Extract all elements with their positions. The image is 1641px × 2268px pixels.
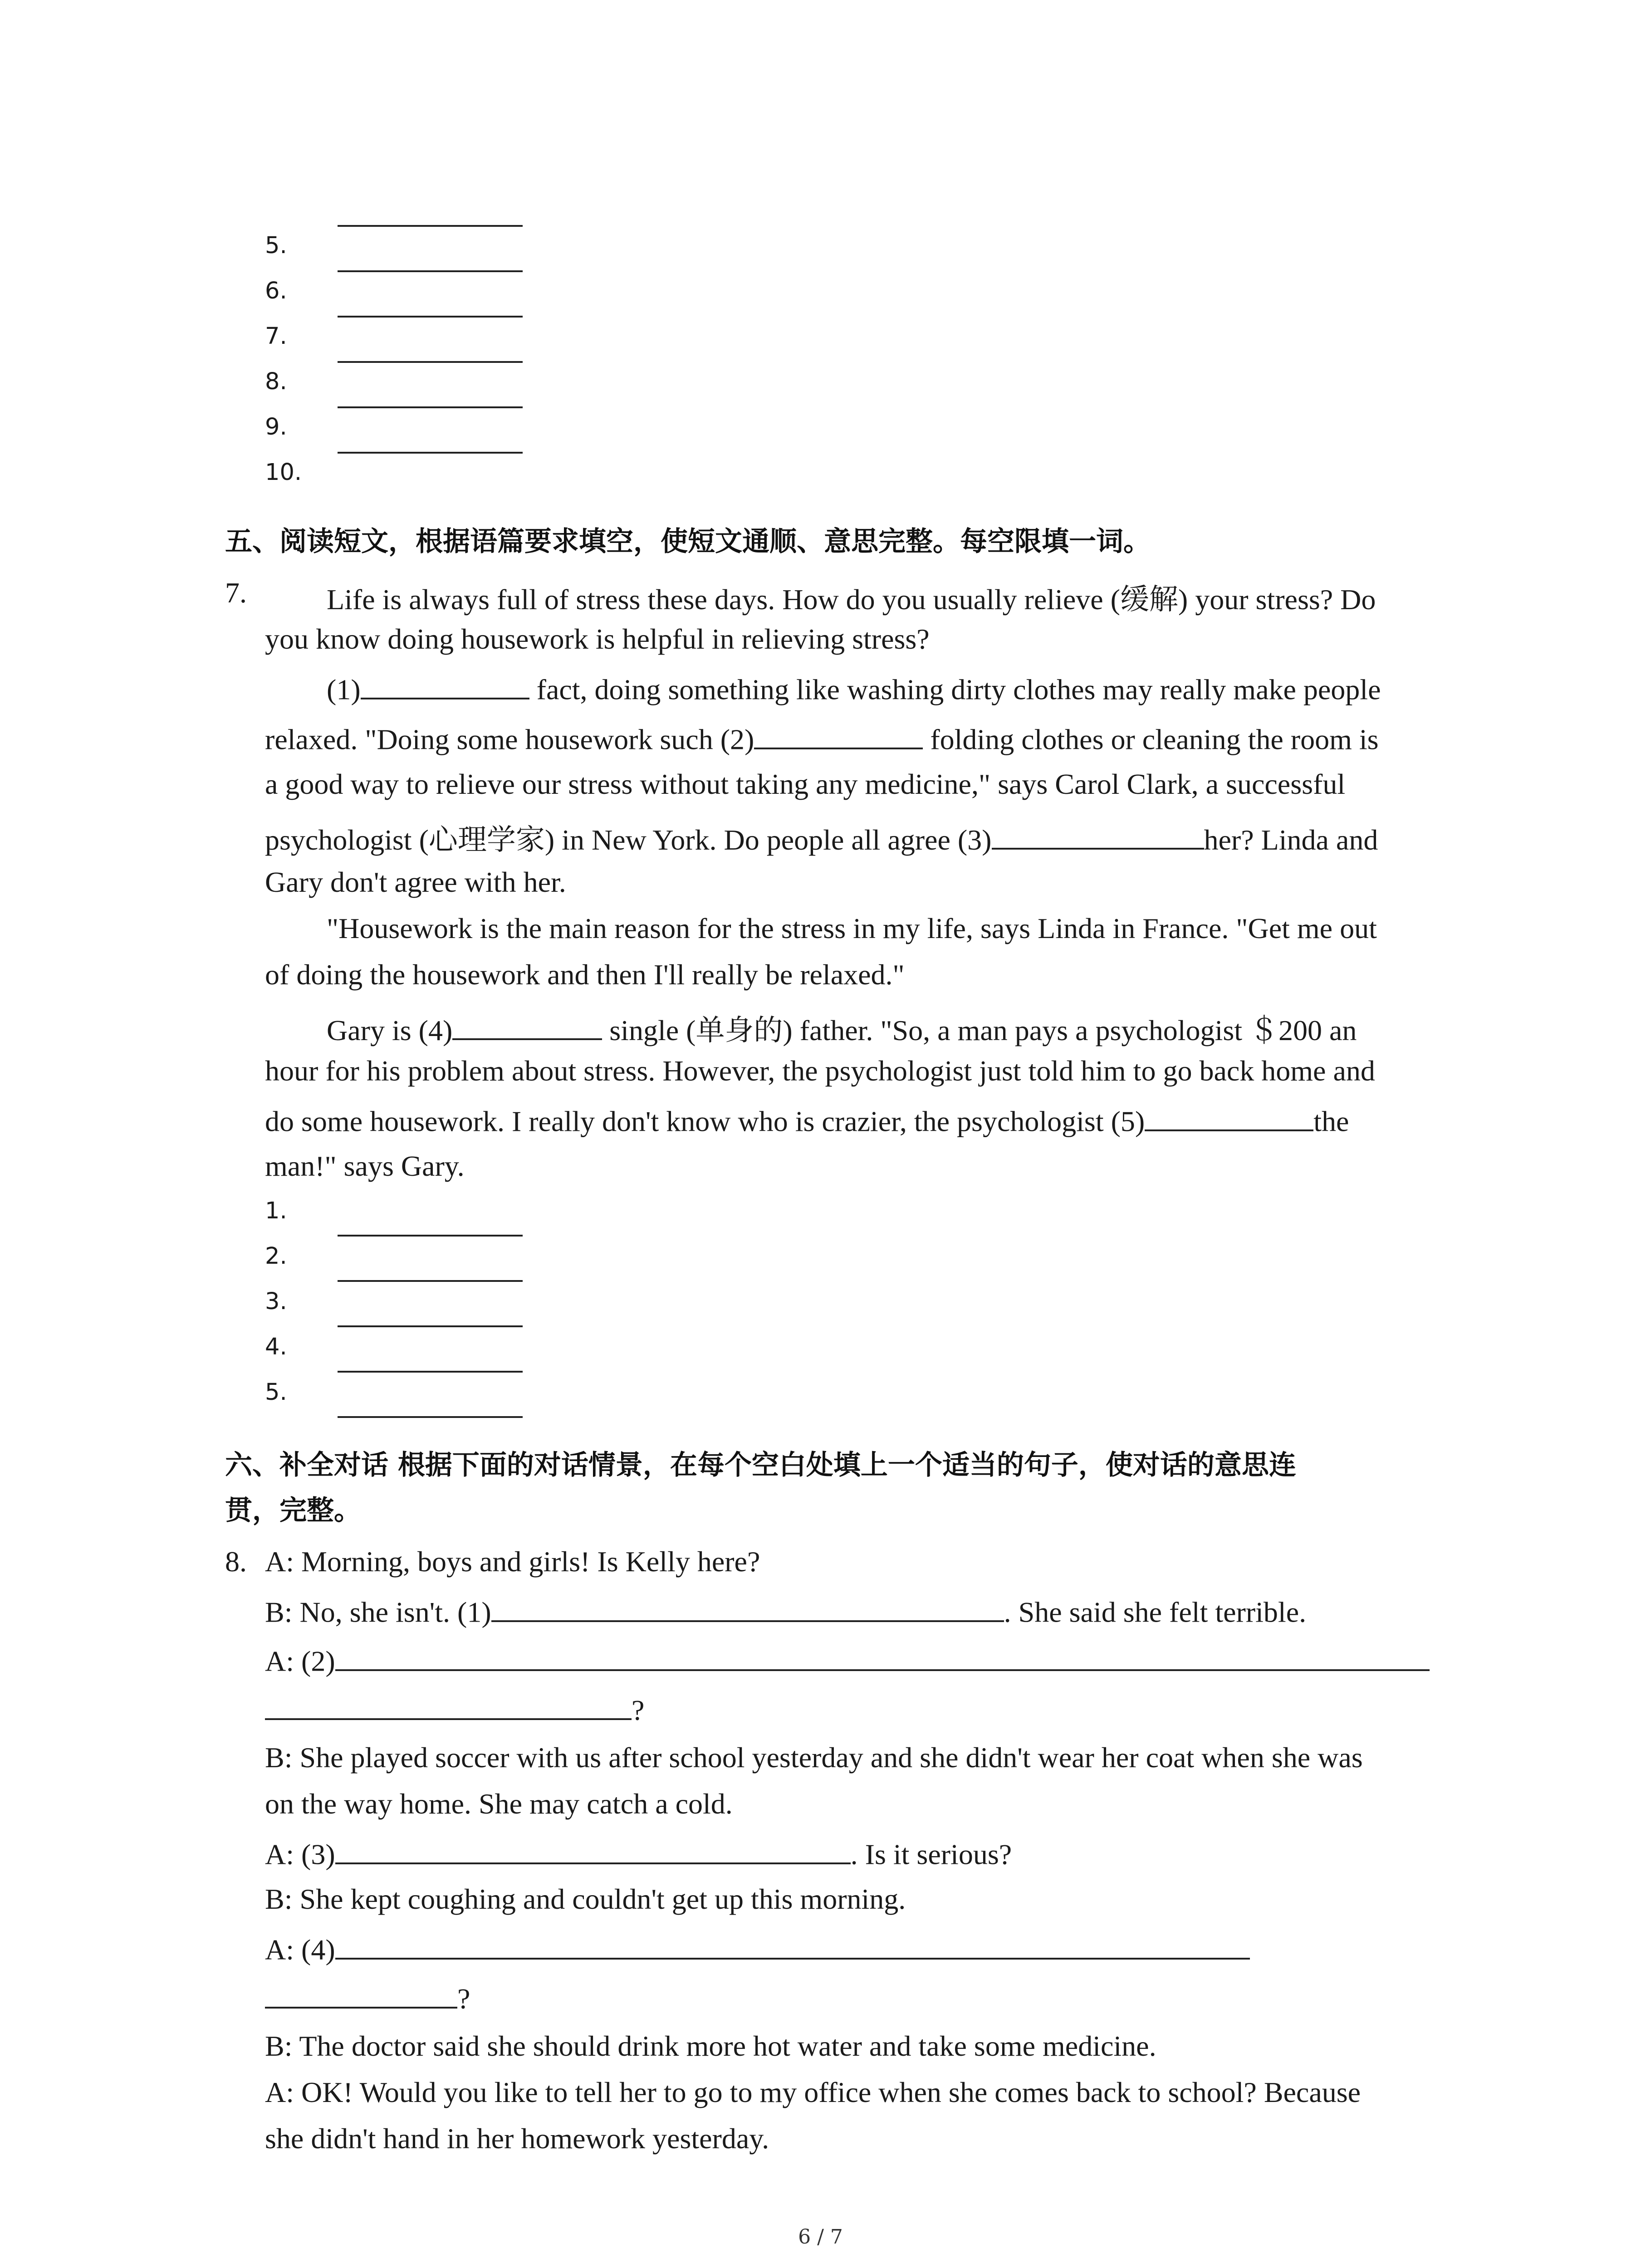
answer-line[interactable] — [338, 1416, 523, 1418]
passage-text: single (单身的) father. "So, a man pays a psychologist ＄200 an — [609, 1014, 1357, 1046]
passage-text: folding clothes or cleaning the room is — [930, 723, 1379, 756]
dialogue-line-cont — [265, 1980, 470, 2016]
passage-line — [327, 671, 1381, 707]
answer-line[interactable] — [338, 1325, 523, 1327]
dialogue-line: B: She kept coughing and couldn't get up this morning. — [265, 1883, 906, 1915]
dialogue-text: A: (3) — [265, 1838, 335, 1871]
answer-number: 6. — [265, 278, 287, 304]
dialogue-text: A: (2) — [265, 1645, 335, 1677]
dialogue-line: B: She played soccer with us after school yesterday and she didn't wear her coat when she was — [265, 1741, 1363, 1774]
answer-number: 10. — [265, 459, 302, 486]
answer-number: 3. — [265, 1288, 287, 1315]
answer-number: 5. — [265, 1379, 287, 1406]
passage-line: of doing the housework and then I'll really be relaxed." — [265, 958, 905, 991]
answer-line[interactable] — [338, 452, 523, 454]
dialogue-text: ? — [457, 1982, 470, 2015]
dialogue-line: A: Morning, boys and girls! Is Kelly here? — [265, 1545, 760, 1578]
answer-line[interactable] — [338, 270, 523, 272]
blank-3[interactable] — [992, 821, 1204, 850]
blank-2[interactable] — [754, 721, 923, 749]
dialogue-text: B: No, she isn't. (1) — [265, 1596, 491, 1628]
dialogue-blank-2[interactable] — [335, 1643, 1430, 1671]
dialogue-line — [265, 1931, 1250, 1967]
dialogue-blank-1[interactable] — [491, 1594, 1004, 1622]
passage-text: fact, doing something like washing dirty clothes may really make people — [536, 673, 1381, 706]
blank-1[interactable] — [361, 671, 529, 699]
dialogue-text: . She said she felt terrible. — [1004, 1596, 1307, 1628]
answer-number: 5. — [265, 232, 287, 259]
passage-text: do some housework. I really don't know who is crazier, the psychologist (5) — [265, 1105, 1145, 1138]
passage-line: "Housework is the main reason for the stress in my life, says Linda in France. "Get me out — [327, 912, 1377, 944]
dialogue-text: ? — [632, 1694, 645, 1726]
answer-line[interactable] — [338, 316, 523, 318]
passage-line: hour for his problem about stress. However, the psychologist just told him to go back home and — [265, 1055, 1375, 1087]
question-number: 8. — [225, 1545, 247, 1578]
passage-text: the — [1313, 1105, 1349, 1138]
answer-line[interactable] — [338, 361, 523, 363]
passage-line — [265, 816, 1378, 858]
passage-text: psychologist (心理学家) in New York. Do people all agree (3) — [265, 824, 992, 856]
section-5-heading: 五、阅读短文，根据语篇要求填空，使短文通顺、意思完整。每空限填一词。 — [225, 526, 1151, 557]
blank-5[interactable] — [1145, 1103, 1313, 1131]
answer-number: 7. — [265, 323, 287, 350]
answer-line[interactable] — [338, 1371, 523, 1373]
passage-line: you know doing housework is helpful in relieving stress? — [265, 623, 930, 655]
dialogue-blank-4[interactable] — [335, 1931, 1250, 1960]
passage-text: Gary is (4) — [327, 1014, 453, 1046]
blank-4[interactable] — [452, 1012, 602, 1040]
dialogue-text: A: (4) — [265, 1933, 335, 1966]
question-number: 7. — [225, 577, 247, 609]
passage-text: her? Linda and — [1204, 824, 1378, 856]
dialogue-line: on the way home. She may catch a cold. — [265, 1788, 733, 1820]
passage-line: a good way to relieve our stress without taking any medicine," says Carol Clark, a successful — [265, 768, 1346, 800]
dialogue-line: A: OK! Would you like to tell her to go to my office when she comes back to school? Because — [265, 2076, 1361, 2108]
section-6-heading-cont: 贯，完整。 — [225, 1495, 361, 1526]
dialogue-line — [265, 1836, 1012, 1872]
dialogue-line — [265, 1594, 1306, 1629]
answer-line[interactable] — [338, 406, 523, 408]
dialogue-blank-2-cont[interactable] — [265, 1692, 632, 1720]
dialogue-line-cont — [265, 1692, 644, 1727]
answer-line[interactable] — [338, 1280, 523, 1282]
dialogue-blank-4-cont[interactable] — [265, 1980, 457, 2009]
answer-number: 4. — [265, 1334, 287, 1360]
answer-line[interactable] — [338, 1235, 523, 1237]
answer-number: 8. — [265, 368, 287, 395]
dialogue-line — [265, 1643, 1430, 1678]
section-6-heading: 六、补全对话 根据下面的对话情景，在每个空白处填上一个适当的句子，使对话的意思连 — [225, 1449, 1296, 1481]
passage-text: (1) — [327, 673, 361, 706]
answer-line[interactable] — [338, 225, 523, 227]
answer-number: 1. — [265, 1198, 287, 1224]
dialogue-line: she didn't hand in her homework yesterday. — [265, 2122, 769, 2155]
passage-line: Life is always full of stress these days. How do you usually relieve (缓解) your stress? Do — [327, 583, 1376, 616]
answer-number: 2. — [265, 1243, 287, 1270]
passage-line: Gary don't agree with her. — [265, 866, 566, 898]
dialogue-line: B: The doctor said she should drink more hot water and take some medicine. — [265, 2030, 1156, 2062]
dialogue-text: . Is it serious? — [850, 1838, 1012, 1871]
passage-line — [327, 1007, 1357, 1049]
dialogue-blank-3[interactable] — [335, 1836, 851, 1864]
passage-line: man!" says Gary. — [265, 1150, 465, 1182]
page-number: 6 / 7 — [798, 2225, 843, 2248]
passage-text: relaxed. "Doing some housework such (2) — [265, 723, 754, 756]
answer-number: 9. — [265, 414, 287, 440]
passage-line — [265, 1103, 1349, 1139]
passage-line — [265, 721, 1379, 757]
